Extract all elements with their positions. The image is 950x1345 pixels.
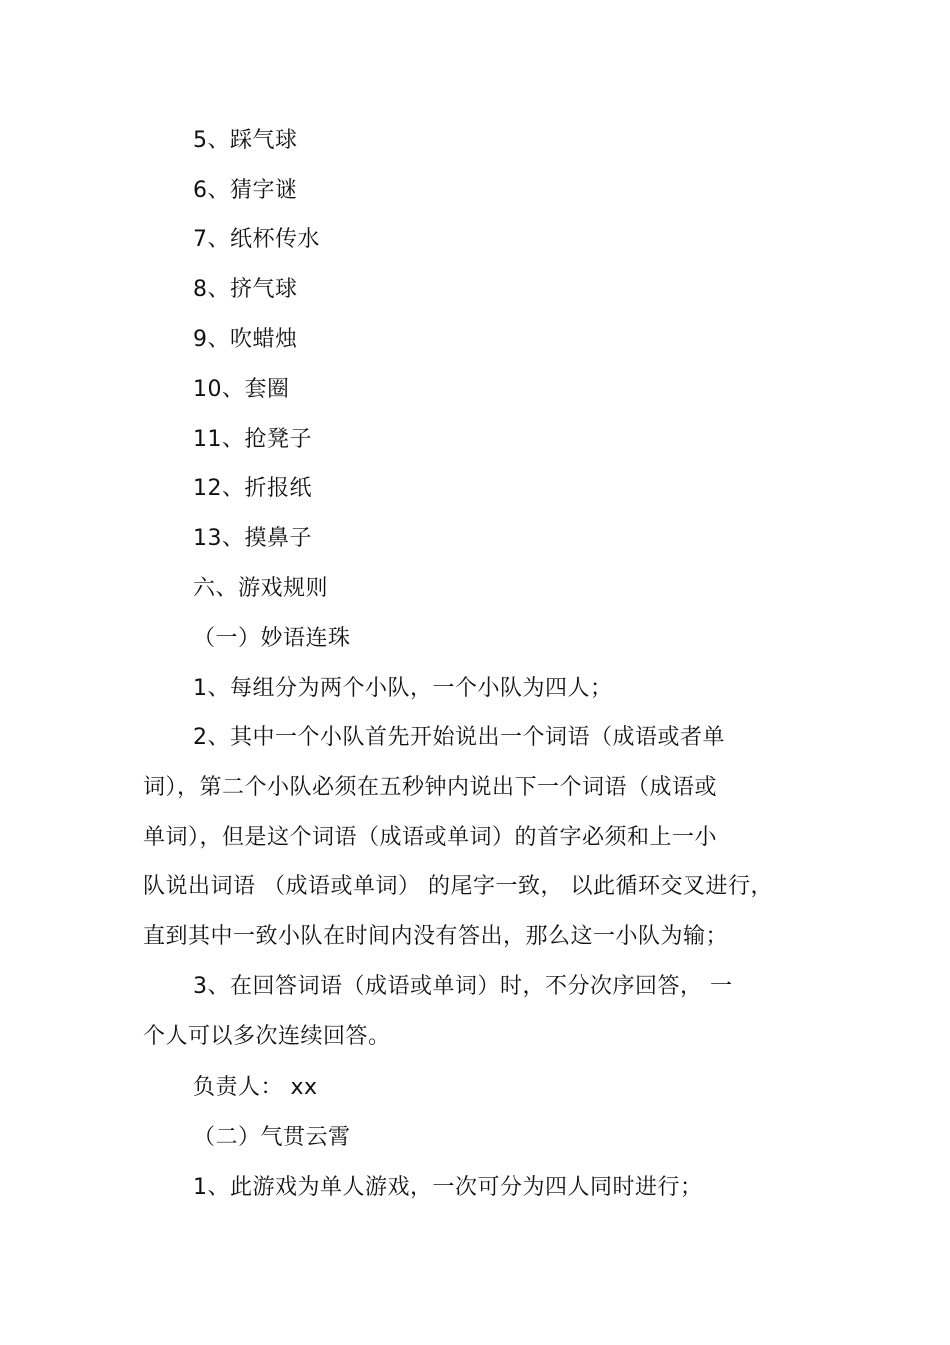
section-heading-game-rules: 六、游戏规则: [193, 576, 329, 601]
list-item-8: 8、挤气球: [193, 277, 298, 302]
list-item-6: 6、猜字谜: [193, 178, 298, 203]
list-item-13: 13、摸鼻子: [193, 526, 312, 551]
responsible-person: 负责人： xx: [193, 1075, 318, 1100]
subsection-heading-2: （二）气贯云霄: [193, 1125, 351, 1150]
rule-paragraph: 1、每组分为两个小队，一个小队为四人；: [193, 676, 613, 701]
rule-paragraph-continued: 词），第二个小队必须在五秒钟内说出下一个词语（成语或: [143, 775, 718, 800]
list-item-11: 11、抢凳子: [193, 427, 312, 452]
list-item-7: 7、纸杯传水: [193, 227, 320, 252]
rule-paragraph-continued: 直到其中一致小队在时间内没有答出，那么这一小队为输；: [143, 924, 729, 949]
list-item-9: 9、吹蜡烛: [193, 327, 298, 352]
list-item-12: 12、折报纸: [193, 476, 312, 501]
rule-paragraph-continued: 个人可以多次连续回答。: [143, 1024, 391, 1049]
rule-paragraph: 1、此游戏为单人游戏，一次可分为四人同时进行；: [193, 1175, 703, 1200]
list-item-10: 10、套圈: [193, 377, 290, 402]
subsection-heading-1: （一）妙语连珠: [193, 626, 351, 651]
rule-paragraph: 3、在回答词语（成语或单词）时，不分次序回答， 一: [193, 974, 733, 999]
list-item-5: 5、踩气球: [193, 128, 298, 153]
rule-paragraph-continued: 队说出词语 （成语或单词） 的尾字一致， 以此循环交叉进行，: [143, 874, 773, 899]
rule-paragraph: 2、其中一个小队首先开始说出一个词语（成语或者单: [193, 725, 725, 750]
rule-paragraph-continued: 单词），但是这个词语（成语或单词）的首字必须和上一小: [143, 825, 718, 850]
